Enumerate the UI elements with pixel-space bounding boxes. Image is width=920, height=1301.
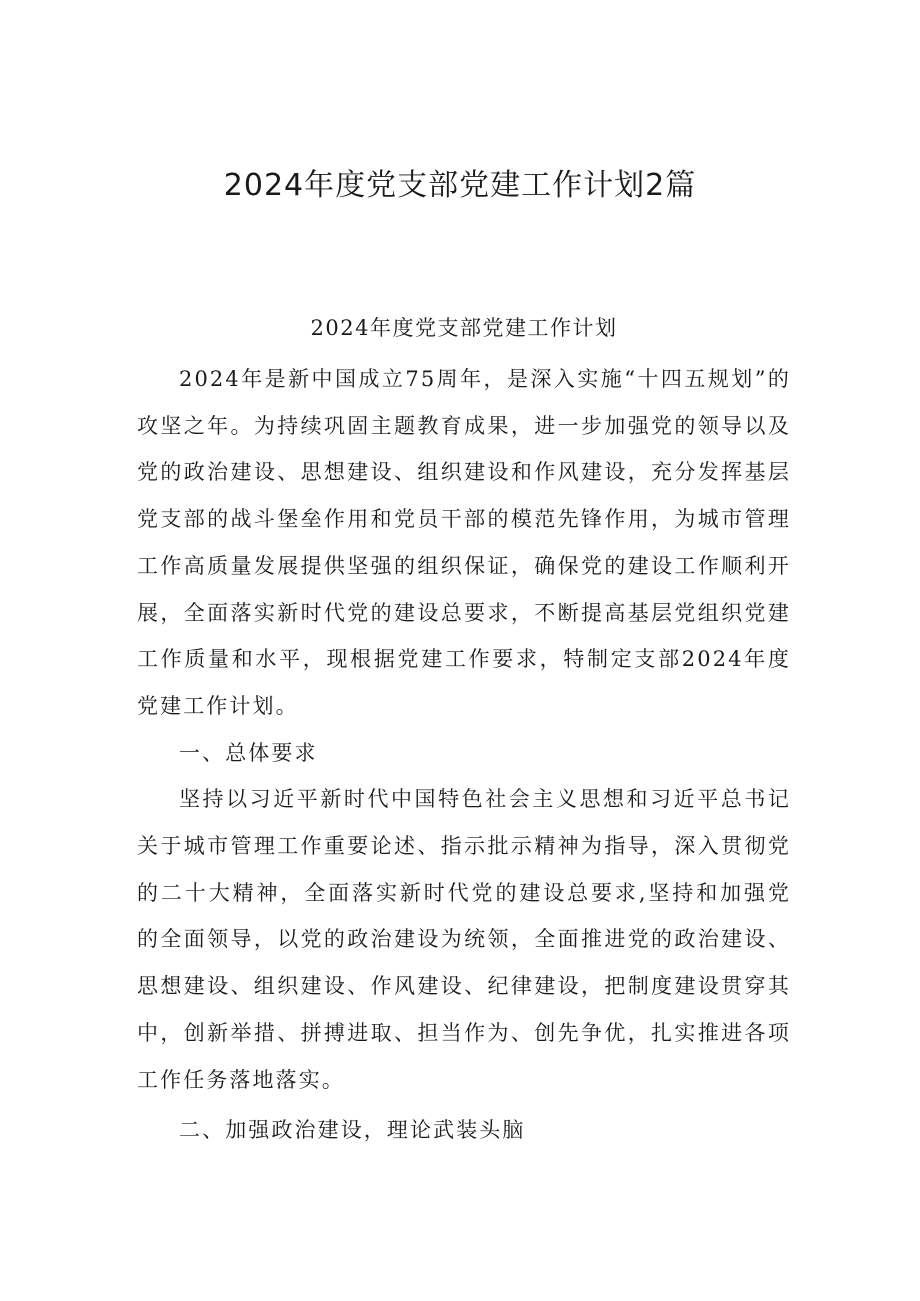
document-title: 2024年度党支部党建工作计划2篇 (223, 168, 697, 203)
overall-requirements-paragraph: 坚持以习近平新时代中国特色社会主义思想和习近平总书记关于城市管理工作重要论述、指示批示精神为指导，深入贯彻党的二十大精神，全面落实新时代党的建设总要求,坚持和加强党的全面领导，以党的政治建设为统领，全面推进党的政治建设、思想建设、组织建设、作风建设、纪律建设，把制度建设贯穿其中，创新举措、拼搏进取、担当作为、创先争优，扎实推进各项工作任务落地落实。 (137, 787, 791, 1092)
intro-paragraph: 2024年是新中国成立75周年，是深入实施“十四五规划”的攻坚之年。为持续巩固主题教育成果，进一步加强党的领导以及党的政治建设、思想建设、组织建设和作风建设，充分发挥基层党支部的战斗堡垒作用和党员干部的模范先锋作用，为城市管理工作高质量发展提供坚强的组织保证，确保党的建设工作顺利开展，全面落实新时代党的建设总要求，不断提高基层党组织党建工作质量和水平，现根据党建工作要求，特制定支部2024年度党建工作计划。 (137, 367, 791, 718)
document-body (137, 310, 791, 1154)
section-heading-political-construction: 二、加强政治建设，理论武装头脑 (179, 1118, 526, 1143)
section-subtitle: 2024年度党支部党建工作计划 (310, 316, 618, 340)
section-heading-overall-requirements: 一、总体要求 (179, 740, 318, 765)
